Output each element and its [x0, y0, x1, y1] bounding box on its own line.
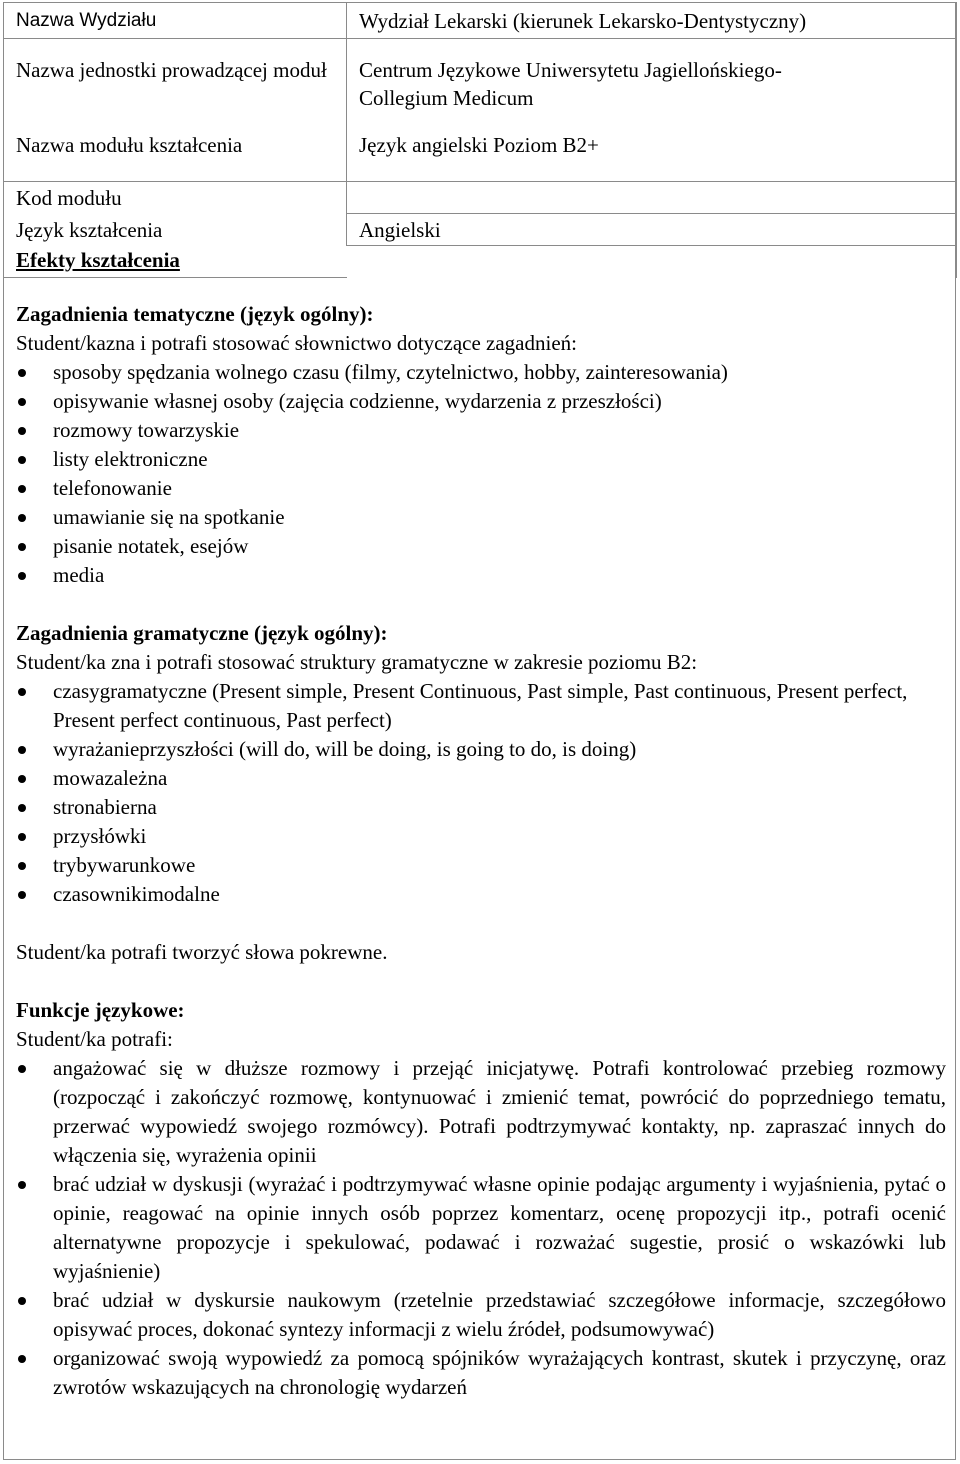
list-item: mowazależna [16, 764, 946, 793]
bullet-icon [18, 862, 26, 870]
faculty-label: Nazwa Wydziału [4, 3, 347, 39]
functions-intro: Student/ka potrafi: [16, 1027, 173, 1051]
functions-heading: Funkcje językowe: [16, 998, 185, 1022]
list-item: listy elektroniczne [16, 445, 946, 474]
list-item: czasygramatyczne (Present simple, Present Continuous, Past simple, Past continuous, Present perfect, Present perfect continuous, Past perfect) [16, 677, 946, 735]
word-formation-text: Student/ka potrafi tworzyć słowa pokrewne. [16, 940, 388, 964]
topics-intro: Student/kazna i potrafi stosować słownictwo dotyczące zagadnień: [16, 331, 577, 355]
bullet-icon [18, 514, 26, 522]
list-item: umawianie się na spotkanie [16, 503, 946, 532]
bullet-icon [18, 427, 26, 435]
list-item: przysłówki [16, 822, 946, 851]
bullet-icon [18, 746, 26, 754]
bullet-icon [18, 456, 26, 464]
bullet-icon [18, 572, 26, 580]
list-item: media [16, 561, 946, 590]
list-item: brać udział w dyskusji (wyrażać i podtrzymywać własne opinie podając argumenty i wyjaśnienia, pytać o opinie, reagować na opinie innych osób poprzez komentarz, ocenę propozycji itp., potrafi ocenić alternatywne propozycje i spekulować, podawać i rozważać sugestie, prosić o wskazówki lub wyjaśnienie) [16, 1170, 946, 1286]
list-item: organizować swoją wypowiedź za pomocą spójników wyrażających kontrast, skutek i przyczynę, oraz zwrotów wskazujących na chronologię wydarzeń [16, 1344, 946, 1402]
language-label: Język kształcenia [4, 214, 347, 246]
grammar-intro: Student/ka zna i potrafi stosować struktury gramatyczne w zakresie poziomu B2: [16, 650, 698, 674]
list-item: wyrażanieprzyszłości (will do, will be doing, is going to do, is doing) [16, 735, 946, 764]
outcomes-label: Efekty kształcenia [4, 246, 347, 278]
unit-label: Nazwa jednostki prowadzącej moduł [4, 39, 347, 131]
module-content [16, 300, 946, 1402]
list-item: rozmowy towarzyskie [16, 416, 946, 445]
bullet-icon [18, 1181, 26, 1189]
bullet-icon [18, 398, 26, 406]
list-item: telefonowanie [16, 474, 946, 503]
grammar-list [16, 677, 946, 909]
bullet-icon [18, 688, 26, 696]
module-code-label: Kod modułu [4, 182, 347, 214]
bullet-icon [18, 833, 26, 841]
bullet-icon [18, 804, 26, 812]
bullet-icon [18, 1065, 26, 1073]
language-value: Angielski [347, 214, 957, 246]
list-item: opisywanie własnej osoby (zajęcia codzienne, wydarzenia z przeszłości) [16, 387, 946, 416]
list-item: czasownikimodalne [16, 880, 946, 909]
bullet-icon [18, 543, 26, 551]
topics-heading: Zagadnienia tematyczne (język ogólny): [16, 302, 374, 326]
module-code-value [347, 182, 957, 214]
bullet-icon [18, 775, 26, 783]
bullet-icon [18, 369, 26, 377]
list-item: pisanie notatek, esejów [16, 532, 946, 561]
list-item: trybywarunkowe [16, 851, 946, 880]
list-item: brać udział w dyskursie naukowym (rzetelnie przedstawiać szczegółowe informacje, szczegółowo opisywać proces, dokonać syntezy informacji z wielu źródeł, podsumowywać) [16, 1286, 946, 1344]
list-item: stronabierna [16, 793, 946, 822]
topics-list [16, 358, 946, 590]
module-name-value: Język angielski Poziom B2+ [347, 131, 957, 182]
module-info-table [3, 2, 957, 278]
bullet-icon [18, 891, 26, 899]
bullet-icon [18, 485, 26, 493]
bullet-icon [18, 1297, 26, 1305]
list-item: sposoby spędzania wolnego czasu (filmy, czytelnictwo, hobby, zainteresowania) [16, 358, 946, 387]
grammar-heading: Zagadnienia gramatyczne (język ogólny): [16, 621, 388, 645]
unit-value: Centrum Językowe Uniwersytetu Jagiellońskiego-Collegium Medicum [347, 39, 957, 131]
faculty-value: Wydział Lekarski (kierunek Lekarsko-Dentystyczny) [347, 3, 957, 39]
bullet-icon [18, 1355, 26, 1363]
module-name-label: Nazwa modułu kształcenia [4, 131, 347, 182]
functions-list [16, 1054, 946, 1402]
list-item: angażować się w dłuższe rozmowy i przejąć inicjatywę. Potrafi kontrolować przebieg rozmowy (rozpocząć i zakończyć rozmowę, kontynuować i zmienić temat, powrócić do poprzedniego tematu, przerwać wypowiedź swojego rozmówcy). Potrafi podtrzymywać kontakty, np. zapraszać innych do włączenia się, wyrażenia opinii [16, 1054, 946, 1170]
